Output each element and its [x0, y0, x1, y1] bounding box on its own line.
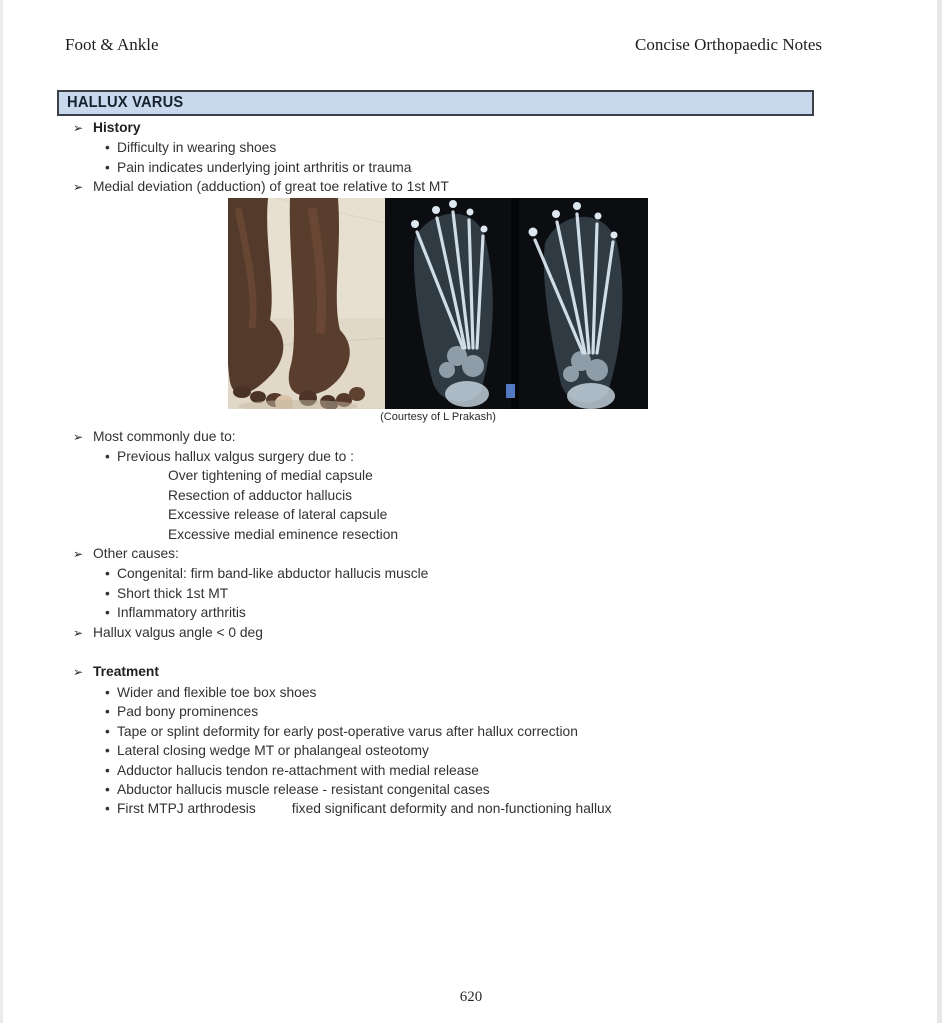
page-number: 620	[459, 989, 483, 1005]
dot-bullet-icon: •	[105, 781, 110, 797]
list-item	[65, 427, 835, 447]
list-item-text: Lateral closing wedge MT or phalangeal osteotomy	[117, 743, 429, 759]
dot-bullet-icon: •	[105, 762, 110, 778]
list-item-text: Excessive release of lateral capsule	[168, 507, 388, 523]
list-item-text: Previous hallux valgus surgery due to :	[117, 449, 354, 465]
list-item	[65, 780, 835, 799]
dot-bullet-icon: •	[105, 743, 110, 759]
page-right-edge	[937, 0, 942, 1023]
list-item	[65, 623, 835, 643]
list-item	[65, 486, 835, 505]
bullet-list-top	[65, 118, 835, 198]
section-title: HALLUX VARUS	[67, 94, 184, 111]
header-chapter-title: Foot & Ankle	[65, 35, 159, 54]
list-item	[65, 603, 835, 622]
arrow-bullet-icon: ➢	[73, 429, 84, 444]
list-item-text: First MTPJ arthrodesis	[117, 801, 256, 817]
section-content	[65, 118, 835, 819]
list-item	[65, 761, 835, 780]
list-item	[65, 584, 835, 603]
figure-hallux-varus	[228, 198, 648, 409]
dot-bullet-icon: •	[105, 704, 110, 720]
dot-bullet-icon: •	[105, 801, 110, 817]
list-item	[65, 564, 835, 583]
list-item-text: Treatment	[93, 664, 159, 680]
clinical-photo-feet	[228, 198, 385, 409]
list-item-text: Wider and flexible toe box shoes	[117, 684, 317, 700]
dot-bullet-icon: •	[105, 684, 110, 700]
page-header	[65, 35, 822, 55]
list-item-text: Inflammatory arthritis	[117, 605, 246, 621]
figure-caption: (Courtesy of L Prakash)	[380, 410, 496, 423]
list-item-text: Congenital: firm band-like abductor hallucis muscle	[117, 566, 429, 582]
list-item	[65, 722, 835, 741]
dot-bullet-icon: •	[105, 723, 110, 739]
list-item-text: Pad bony prominences	[117, 704, 259, 720]
page-left-edge	[0, 0, 3, 1023]
arrow-bullet-icon: ➢	[73, 180, 84, 195]
list-item	[65, 662, 835, 682]
list-item-text: History	[93, 120, 141, 135]
list-item	[65, 683, 835, 702]
dot-bullet-icon: •	[105, 566, 110, 582]
list-item	[65, 177, 835, 197]
list-item	[65, 544, 835, 564]
list-item-text: Short thick 1st MT	[117, 585, 229, 601]
dot-bullet-icon: •	[105, 140, 110, 156]
list-item-text: Over tightening of medial capsule	[168, 468, 373, 484]
list-item	[65, 466, 835, 485]
xray-side-marker	[506, 384, 515, 398]
dot-bullet-icon: •	[105, 449, 110, 465]
list-item	[65, 643, 835, 662]
list-item-text: Excessive medial eminence resection	[168, 526, 399, 542]
list-item-text: Pain indicates underlying joint arthritis or trauma	[117, 159, 412, 175]
arrow-bullet-icon: ➢	[73, 625, 84, 640]
list-item-text: Abductor hallucis muscle release - resistant congenital cases	[117, 781, 490, 797]
list-item	[65, 525, 835, 544]
list-item	[65, 741, 835, 760]
list-item	[65, 702, 835, 721]
list-item	[65, 799, 835, 818]
list-item	[65, 118, 835, 138]
list-item-text: Difficulty in wearing shoes	[117, 140, 277, 156]
arrow-bullet-icon: ➢	[73, 547, 84, 562]
dot-bullet-icon: •	[105, 159, 110, 175]
list-item	[65, 447, 835, 466]
list-item-text-2: fixed significant deformity and non-functioning hallux	[291, 801, 612, 817]
section-title-bar	[57, 90, 814, 116]
list-item-text: Hallux valgus angle < 0 deg	[93, 624, 263, 640]
list-item-text: Most commonly due to:	[93, 428, 236, 444]
xray-both-feet	[385, 198, 648, 409]
dot-bullet-icon: •	[105, 585, 110, 601]
list-item-text: Other causes:	[93, 546, 179, 562]
list-item-text: Tape or splint deformity for early post-operative varus after hallux correction	[117, 723, 578, 739]
dot-bullet-icon: •	[105, 605, 110, 621]
list-item-text: Resection of adductor hallucis	[168, 487, 353, 503]
list-item	[65, 138, 835, 157]
header-book-title: Concise Orthopaedic Notes	[635, 35, 822, 54]
arrow-bullet-icon: ➢	[73, 121, 84, 135]
list-item-text: Adductor hallucis tendon re-attachment with medial release	[117, 762, 479, 778]
list-item	[65, 505, 835, 524]
list-item	[65, 158, 835, 177]
list-item-text: Medial deviation (adduction) of great toe relative to 1st MT	[93, 179, 449, 195]
arrow-bullet-icon: ➢	[73, 665, 84, 680]
bullet-list-bottom	[65, 427, 835, 819]
